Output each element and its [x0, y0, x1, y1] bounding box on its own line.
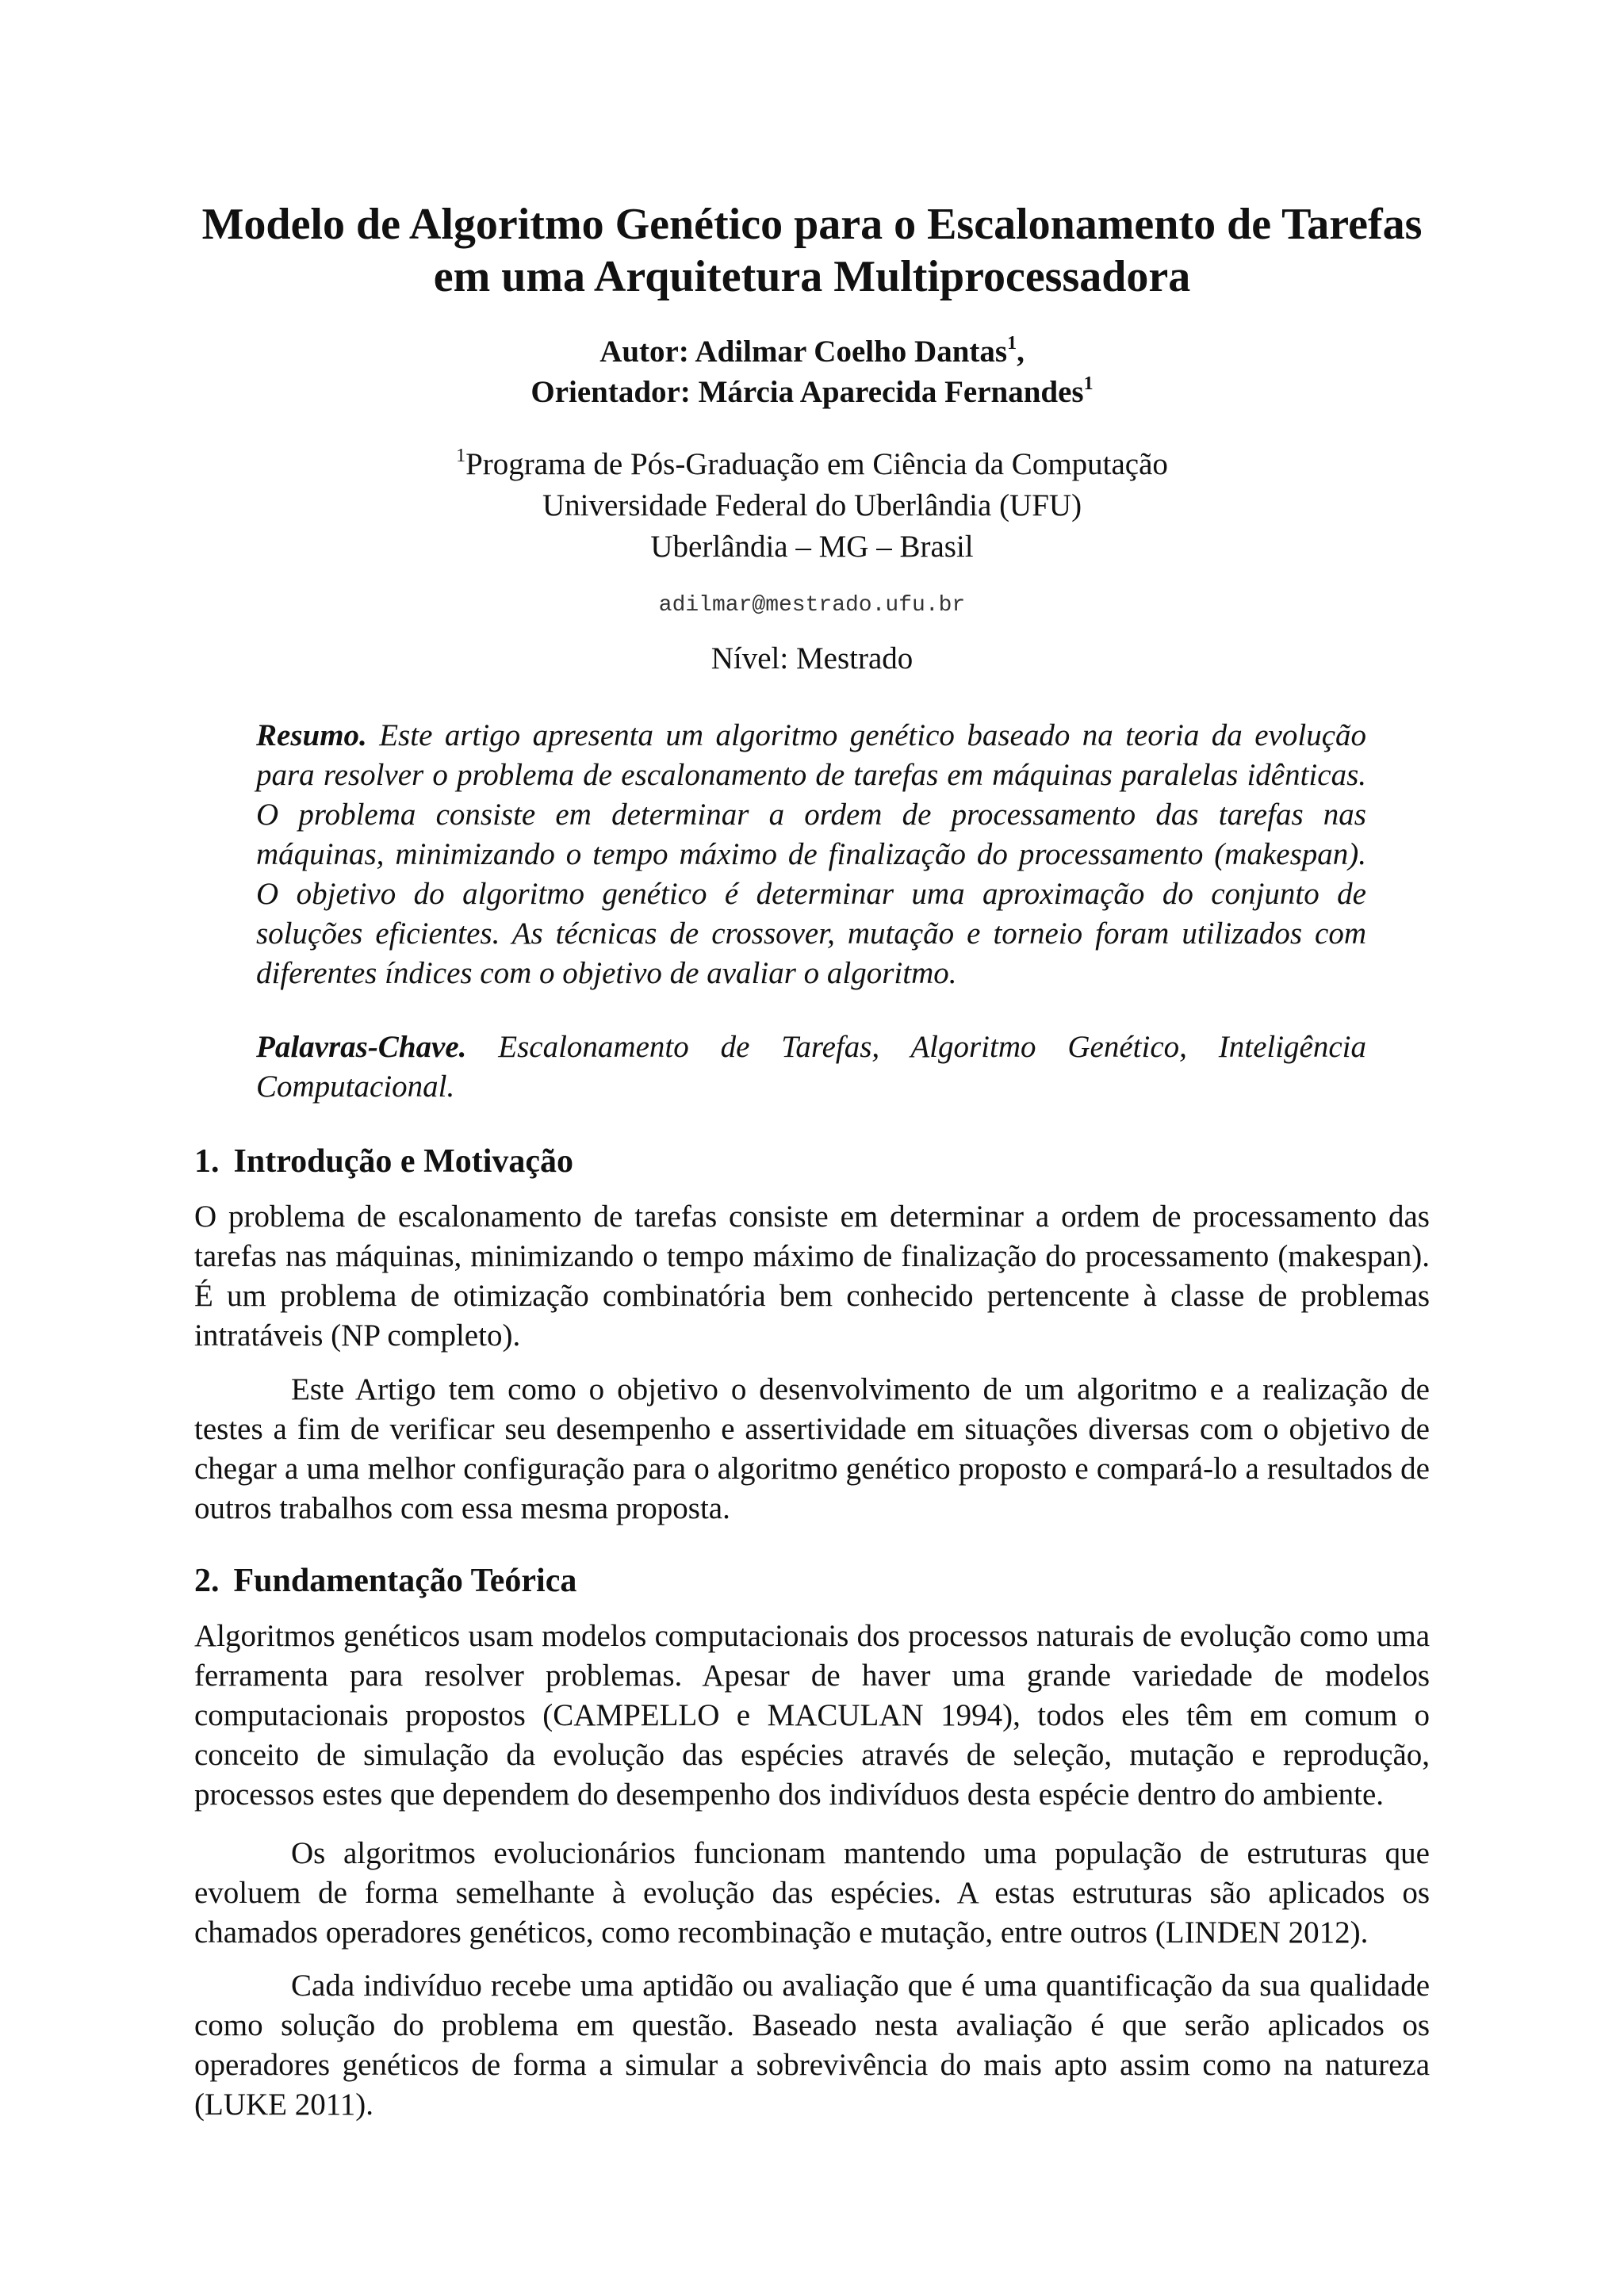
- keywords-text: Escalonamento de Tarefas, Algoritmo Genético, Inteligência Computacional.: [256, 1030, 1367, 1104]
- author-affil-mark: 1: [1007, 333, 1017, 354]
- section-2-paragraph-3: Cada indivíduo recebe uma aptidão ou avaliação que é uma quantificação da sua qualidade como solução do problema em questão. Baseado nesta avaliação é que serão aplicados os operadores genéticos de forma a simular a sobrevivência do mais apto assim como na natureza (LUKE 2011).: [194, 1969, 1430, 2122]
- abstract-label: Resumo.: [256, 718, 367, 752]
- author-email: adilmar@mestrado.ufu.br: [658, 593, 966, 618]
- affiliation-mark: 1: [456, 446, 466, 466]
- title-line-1: Modelo de Algoritmo Genético para o Escalonamento de Tarefas: [201, 200, 1423, 249]
- advisor-line: [159, 372, 1465, 412]
- paper-title: [159, 198, 1465, 303]
- author-name: Autor: Adilmar Coelho Dantas: [599, 335, 1008, 369]
- section-title: Fundamentação Teórica: [233, 1563, 577, 1599]
- degree-level: Nível: Mestrado: [710, 641, 914, 675]
- keywords-label: Palavras-Chave.: [256, 1030, 467, 1064]
- author-comma: ,: [1017, 335, 1025, 369]
- advisor-name: Orientador: Márcia Aparecida Fernandes: [530, 375, 1084, 409]
- section-title: Introdução e Motivação: [233, 1143, 574, 1180]
- keywords: [256, 1027, 1366, 1107]
- author-block: [159, 331, 1465, 412]
- section-1-paragraph-2: Este Artigo tem como o objetivo o desenvolvimento de um algoritmo e a realização de testes a fim de verificar seu desempenho e assertividade em situações diversas com o objetivo de chegar a uma melhor configuração para o algoritmo genético proposto e compará-lo a resultados de outros trabalhos com essa mesma proposta.: [194, 1372, 1430, 1525]
- section-1-paragraph-1: O problema de escalonamento de tarefas consiste em determinar a ordem de processamento das tarefas nas máquinas, minimizando o tempo máximo de finalização do processamento (makespan). É um problema de otimização combinatória bem conhecido pertencente à classe de problemas intratáveis (NP completo).: [194, 1200, 1430, 1353]
- section-heading-2: [194, 1562, 576, 1600]
- abstract-text: Este artigo apresenta um algoritmo genético baseado na teoria da evolução para resolver o problema de escalonamento de tarefas em máquinas paralelas idênticas. O problema consiste em determinar a ordem de processamento das tarefas nas máquinas, minimizando o tempo máximo de finalização do processamento (makespan). O objetivo do algoritmo genético é determinar uma aproximação do conjunto de soluções eficientes. As técnicas de crossover, mutação e torneio foram utilizados com diferentes índices com o objetivo de avaliar o algoritmo.: [256, 718, 1367, 990]
- section-2-paragraph-2: Os algoritmos evolucionários funcionam mantendo uma população de estruturas que evoluem de forma semelhante à evolução das espécies. A estas estruturas são aplicados os chamados operadores genéticos, como recombinação e mutação, entre outros (LINDEN 2012).: [194, 1836, 1430, 1950]
- section-2-paragraph-1: Algoritmos genéticos usam modelos computacionais dos processos naturais de evolução como uma ferramenta para resolver problemas. Apesar de haver uma grande variedade de modelos computacionais propostos (CAMPELLO e MACULAN 1994), todos eles têm em comum o conceito de simulação da evolução das espécies através de seleção, mutação e reprodução, processos estes que dependem do desempenho dos indivíduos desta espécie dentro do ambiente.: [194, 1619, 1430, 1812]
- section-number: 1.: [194, 1143, 220, 1180]
- affiliation-university: Universidade Federal do Uberlândia (UFU): [542, 488, 1082, 522]
- affiliation-line-1: [159, 444, 1465, 485]
- abstract: [256, 716, 1366, 993]
- advisor-affil-mark: 1: [1083, 373, 1094, 394]
- affiliation-block: [159, 444, 1465, 568]
- author-line: [159, 331, 1465, 372]
- section-heading-1: [194, 1142, 573, 1181]
- affiliation-location: Uberlândia – MG – Brasil: [650, 530, 974, 564]
- section-number: 2.: [194, 1563, 220, 1599]
- affiliation-program: Programa de Pós-Graduação em Ciência da Computação: [465, 447, 1168, 481]
- title-line-2: em uma Arquitetura Multiprocessadora: [433, 252, 1191, 301]
